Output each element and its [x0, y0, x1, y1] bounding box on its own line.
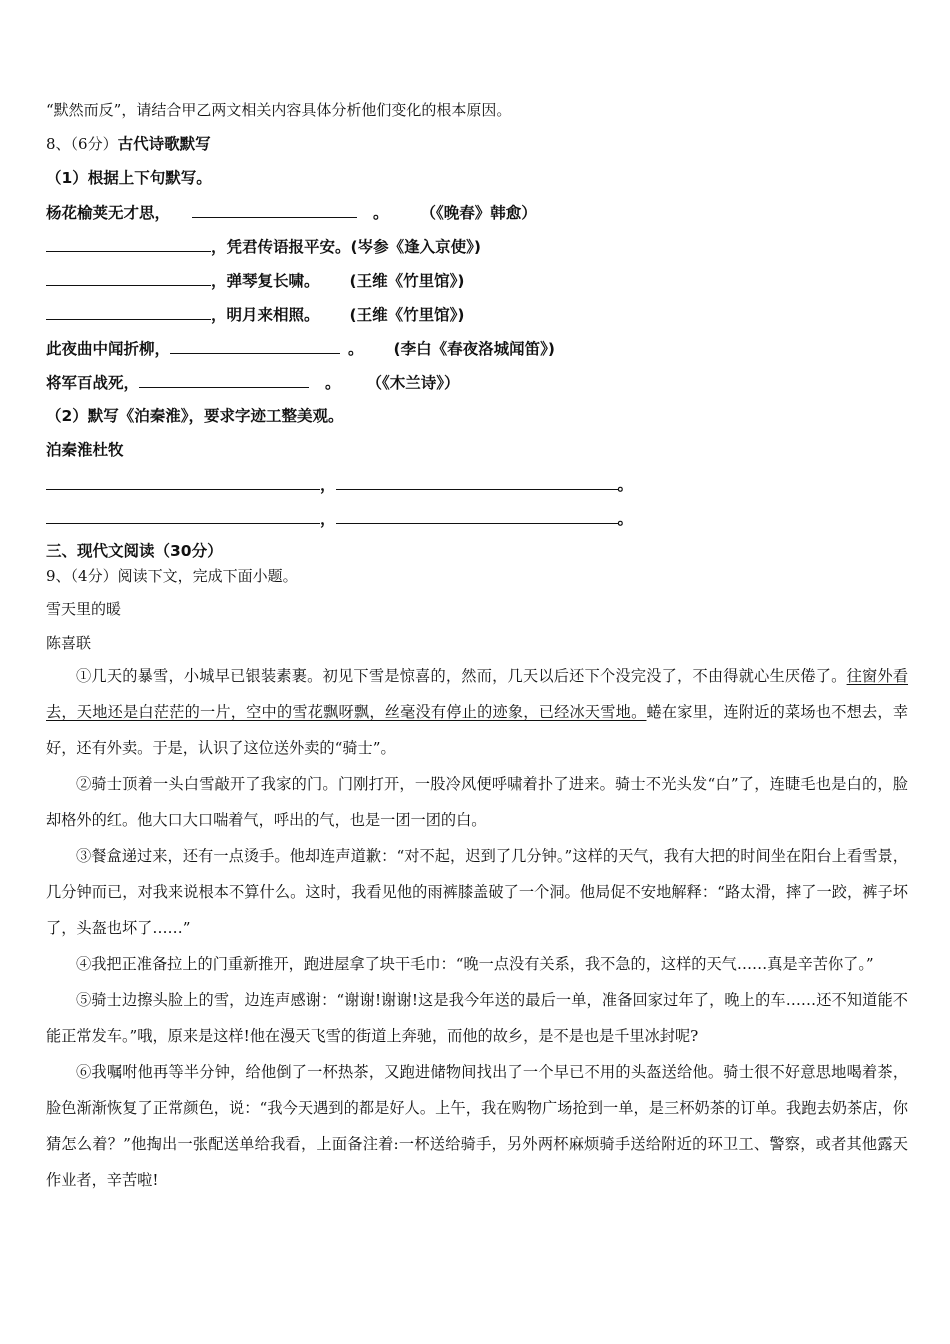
answer-blank[interactable] — [192, 202, 357, 218]
answer-blank[interactable] — [46, 474, 320, 490]
poem-answer-line — [46, 474, 633, 495]
underlined-sentence: 往窗外看去，天地还是白茫茫的一片，空中的雪花飘呀飘，丝毫没有停止的迹象，已经冰天雪地。 — [46, 667, 909, 721]
line-text-after: ，凭君传语报平安。 — [211, 238, 351, 256]
period: 。 — [617, 510, 634, 528]
paragraph-6: ⑥我嘱咐他再等半分钟，给他倒了一杯热茶，又跑进储物间找出了一个早已不用的头盔送给他。骑士很不好意思地喝着茶，脸色渐渐恢复了正常颜色，说：“我今天遇到的都是好人。上午，我在购物广场抢到一单，是三杯奶茶的订单。我跑去奶茶店，你猜怎么着？”他掏出一张配送单给我看，上面备注着:一杯送给骑手，另外两杯麻烦骑手送给附近的环卫工、警察，或者其他露天作业者，辛苦啦! — [46, 1063, 908, 1189]
answer-blank[interactable] — [46, 508, 320, 524]
article-author: 陈喜联 — [46, 634, 92, 652]
answer-blank[interactable] — [46, 236, 211, 252]
answer-blank[interactable] — [46, 270, 211, 286]
paragraph-1 — [46, 658, 908, 766]
answer-blank[interactable] — [336, 508, 618, 524]
recitation-line — [46, 304, 464, 325]
article-body — [46, 658, 908, 1198]
paragraph-5: ⑤骑士边擦头脸上的雪，边连声感谢：“谢谢!谢谢!这是我今年送的最后一单，准备回家过年了，晚上的车……还不知道能不能正常发车。”哦，原来是这样!他在漫天飞雪的街道上奔驰，而他的故乡，是不是也是千里冰封呢? — [46, 991, 908, 1045]
line-text-after: 。 — [325, 374, 341, 392]
paragraph-2: ②骑士顶着一头白雪敲开了我家的门。门刚打开，一股冷风便呼啸着扑了进来。骑士不光头发“白”了，连睫毛也是白的，脸却格外的红。他大口大口喘着气，呼出的气，也是一团一团的白。 — [46, 775, 908, 829]
recitation-line — [46, 372, 460, 393]
recitation-line — [46, 202, 537, 223]
paragraph-3: ③餐盒递过来，还有一点烫手。他却连声道歉：“对不起，迟到了几分钟。”这样的天气，我有大把的时间坐在阳台上看雪景，几分钟而已，对我来说根本不算什么。这时，我看见他的雨裤膝盖破了一个洞。他局促不安地解释：“路太滑，摔了一跤，裤子坏了，头盔也坏了……” — [46, 847, 908, 937]
line-text-before: 将军百战死， — [46, 374, 140, 392]
line-text-after: ，明月来相照。 — [211, 306, 320, 324]
part-2-instruction: （2）默写《泊秦淮》，要求字迹工整美观。 — [46, 407, 344, 425]
comma: ， — [320, 476, 336, 494]
source-citation: （《木兰诗》） — [366, 374, 460, 392]
question-7-tail: “默然而反”，请结合甲乙两文相关内容具体分析他们变化的根本原因。 — [46, 101, 512, 119]
source-citation: (王维《竹里馆》) — [349, 306, 465, 324]
section-heading: 三、现代文阅读（30分） — [46, 542, 223, 560]
recitation-line — [46, 270, 464, 291]
answer-blank[interactable] — [46, 304, 211, 320]
recitation-line — [46, 338, 555, 359]
source-citation: (岑参《逢入京使》) — [350, 238, 481, 256]
question-number: 8、（6分） — [46, 135, 118, 153]
line-text-before: 此夜曲中闻折柳， — [46, 340, 171, 358]
source-citation: (李白《春夜洛城闻笛》) — [393, 340, 555, 358]
line-text-after: 。 — [348, 340, 364, 358]
article-title: 雪天里的暖 — [46, 600, 122, 618]
part-1-instruction: （1）根据上下句默写。 — [46, 169, 212, 187]
answer-blank[interactable] — [139, 372, 309, 388]
source-citation: (王维《竹里馆》) — [349, 272, 465, 290]
paragraph-4: ④我把正准备拉上的门重新推开，跑进屋拿了块干毛巾：“晚一点没有关系，我不急的，这样的天气……真是辛苦你了。” — [76, 955, 874, 973]
question-title: 古代诗歌默写 — [117, 135, 211, 153]
recitation-line — [46, 236, 481, 257]
answer-blank[interactable] — [336, 474, 618, 490]
line-text-after: 。 — [373, 204, 389, 222]
source-citation: （《晚春》韩愈） — [420, 204, 537, 222]
poem-title: 泊秦淮杜牧 — [46, 441, 124, 459]
poem-answer-line — [46, 508, 633, 529]
period: 。 — [617, 476, 634, 494]
comma: ， — [320, 510, 336, 528]
line-text-before: 杨花榆荚无才思， — [46, 204, 171, 222]
paragraph-text: 蜷在家里，连附近的菜场也不想去，幸好，还有外卖。于是，认识了这位送外卖的“骑士”。 — [46, 703, 909, 757]
question-9-intro: 9、（4分）阅读下文，完成下面小题。 — [46, 567, 298, 585]
line-text-after: ，弹琴复长啸。 — [211, 272, 320, 290]
question-8-heading — [46, 134, 211, 154]
paragraph-text: ①几天的暴雪，小城早已银装素裹。初见下雪是惊喜的，然而，几天以后还下个没完没了，不由得就心生厌倦了。 — [76, 667, 847, 685]
answer-blank[interactable] — [170, 338, 340, 354]
